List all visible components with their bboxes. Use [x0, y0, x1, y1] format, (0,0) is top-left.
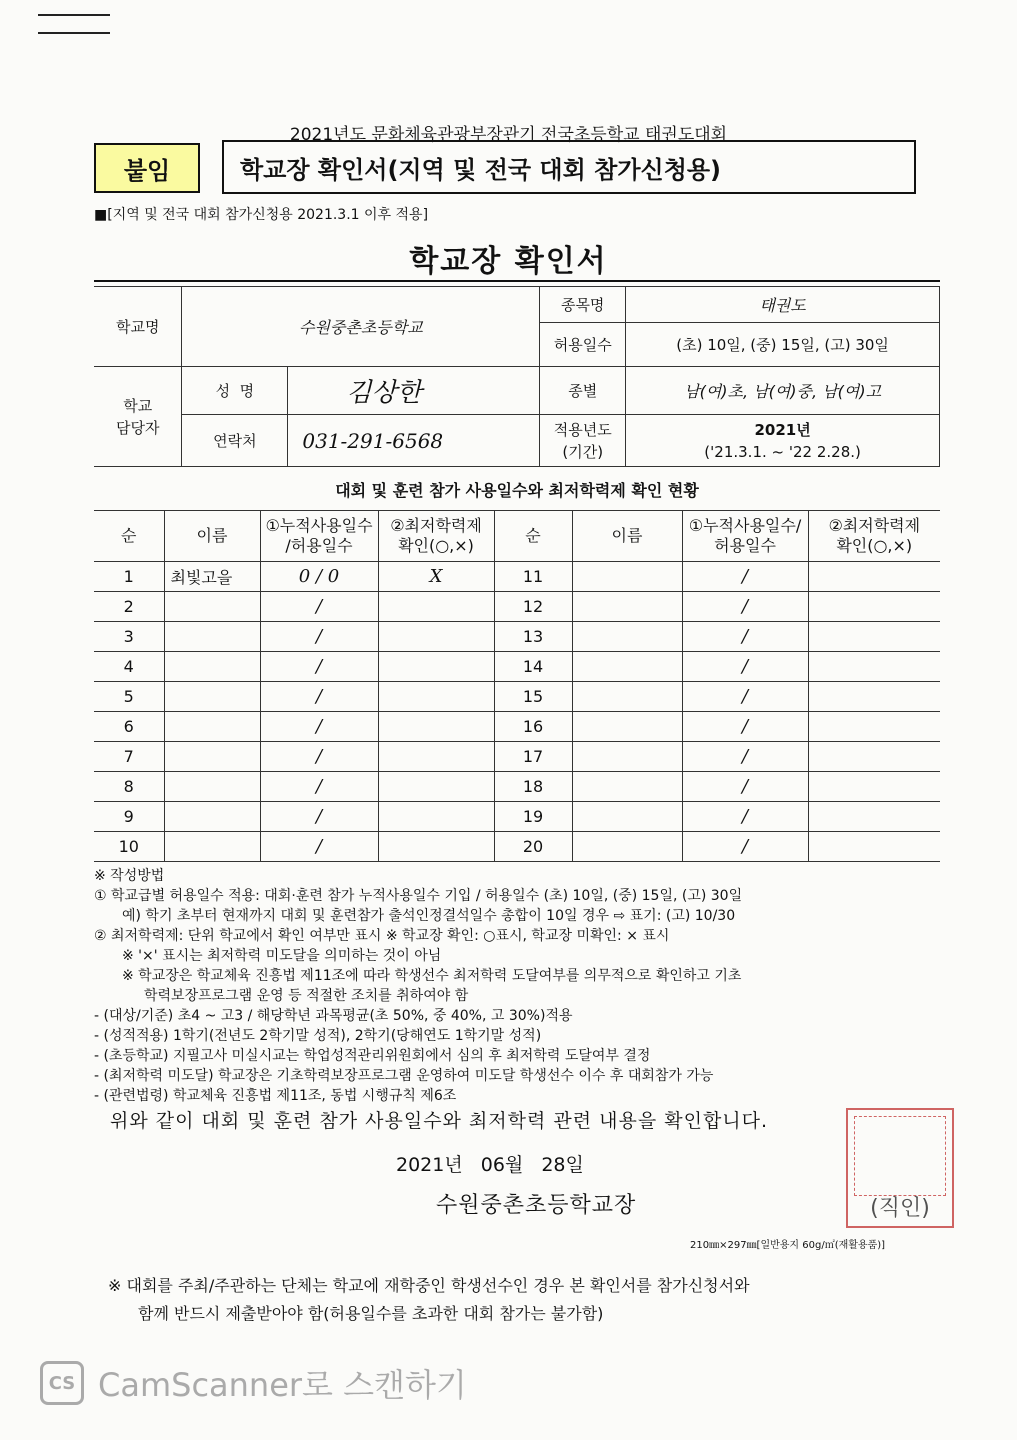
- student-name: [572, 772, 682, 802]
- student-name: [572, 832, 682, 862]
- grade-check: [808, 682, 940, 712]
- contact-label: 연락처: [182, 415, 288, 467]
- instruction-line: ① 학교급별 허용일수 적용: 대회·훈련 참가 누적사용일수 기입 / 허용일수 (초) 10일, (중) 15일, (고) 30일: [94, 888, 743, 904]
- days-value: /: [682, 622, 808, 652]
- days-value: /: [682, 592, 808, 622]
- row-number: 5: [94, 682, 164, 712]
- confirm-statement: 위와 같이 대회 및 훈련 참가 사용일수와 최저학력 관련 내용을 확인합니다.: [110, 1110, 769, 1132]
- grade-check: [808, 772, 940, 802]
- days-value: /: [260, 712, 378, 742]
- days-value: /: [682, 802, 808, 832]
- apply-year-cell: [626, 415, 940, 467]
- issue-date: [396, 1150, 584, 1177]
- student-name: [164, 652, 260, 682]
- days-value: /: [682, 742, 808, 772]
- row-number: 6: [94, 712, 164, 742]
- row-number: 4: [94, 652, 164, 682]
- table-row: [94, 742, 940, 772]
- manager-label: 학교 담당자: [94, 367, 182, 467]
- row-number: 3: [94, 622, 164, 652]
- grade-check: [378, 622, 494, 652]
- days-value: /: [682, 682, 808, 712]
- days-value: /: [682, 712, 808, 742]
- days-value: /: [682, 832, 808, 862]
- header-cell: 이름: [164, 511, 260, 562]
- seal-label: (직인): [870, 1196, 930, 1221]
- row-number: 2: [94, 592, 164, 622]
- apply-year-value: 2021년: [754, 420, 811, 439]
- instruction-line: - (최저학력 미도달) 학교장은 기초학력보장프로그램 운영하여 미도달 학생선수 이수 후 대회참가 가능: [94, 1068, 714, 1084]
- days-value: /: [260, 652, 378, 682]
- row-number: 13: [494, 622, 572, 652]
- grade-check: [378, 652, 494, 682]
- student-name: [164, 742, 260, 772]
- days-value: /: [260, 592, 378, 622]
- grade-check: [808, 562, 940, 592]
- row-number: 15: [494, 682, 572, 712]
- usage-table: [94, 510, 940, 862]
- table-row: [94, 802, 940, 832]
- days-value: /: [682, 562, 808, 592]
- grade-check: X: [378, 562, 494, 592]
- grade-check: [378, 832, 494, 862]
- row-number: 19: [494, 802, 572, 832]
- table-row: [94, 772, 940, 802]
- student-name: [572, 802, 682, 832]
- grade-check: [808, 712, 940, 742]
- watermark-text: CamScanner로 스캔하기: [98, 1366, 467, 1404]
- corner-mark: [38, 14, 110, 40]
- grade-check: [808, 622, 940, 652]
- camscanner-watermark: [40, 1360, 467, 1406]
- contact-value: 031-291-6568: [288, 415, 540, 467]
- header-cell: ①누적사용일수 /허용일수: [260, 511, 378, 562]
- date-day: 28일: [541, 1154, 584, 1176]
- grade-check: [378, 772, 494, 802]
- row-number: 18: [494, 772, 572, 802]
- grade-check: [378, 592, 494, 622]
- date-year: 2021년: [396, 1154, 463, 1176]
- instruction-line: 학력보장프로그램 운영 등 적절한 조치를 취하여야 함: [144, 988, 469, 1004]
- days-value: 0 / 0: [260, 562, 378, 592]
- school-name-label: 학교명: [94, 287, 182, 367]
- row-number: 17: [494, 742, 572, 772]
- event-title: 2021년도 문화체육관광부장관기 전국초등학교 태권도대회: [289, 125, 728, 145]
- student-name: [572, 592, 682, 622]
- attach-badge: 붙임: [94, 143, 200, 193]
- days-value: /: [260, 682, 378, 712]
- student-name: [572, 652, 682, 682]
- manager-name-value: 김상한: [288, 367, 540, 415]
- footer-note-line: 함께 반드시 제출받아야 함(허용일수를 초과한 대회 참가는 불가함): [138, 1304, 604, 1323]
- instruction-line: ※ '×' 표시는 최저학력 미도달을 의미하는 것이 아님: [122, 948, 442, 964]
- header-cell: 이름: [572, 511, 682, 562]
- apply-year-label: 적용년도 (기간): [540, 415, 626, 467]
- grade-check: [808, 742, 940, 772]
- row-number: 9: [94, 802, 164, 832]
- row-number: 11: [494, 562, 572, 592]
- grade-check: [378, 712, 494, 742]
- grade-check: [808, 802, 940, 832]
- top-divider: [94, 280, 940, 282]
- days-value: /: [260, 772, 378, 802]
- date-month: 06월: [480, 1154, 524, 1176]
- school-name-value: 수원중촌초등학교: [182, 287, 540, 367]
- row-number: 20: [494, 832, 572, 862]
- days-value: /: [260, 742, 378, 772]
- row-number: 16: [494, 712, 572, 742]
- table-row: [94, 592, 940, 622]
- table-row: [94, 622, 940, 652]
- school-info-table: [94, 286, 940, 467]
- category-value: 남(여)초, 남(여)중, 남(여)고: [626, 367, 940, 415]
- days-value: /: [682, 772, 808, 802]
- form-title: 학교장 확인서(지역 및 전국 대회 참가신청용): [222, 140, 916, 194]
- days-value: /: [260, 802, 378, 832]
- student-name: [164, 832, 260, 862]
- grade-check: [808, 652, 940, 682]
- table-row: [94, 712, 940, 742]
- header-cell: 순: [494, 511, 572, 562]
- student-name: [572, 682, 682, 712]
- row-number: 12: [494, 592, 572, 622]
- allowed-days-value: (초) 10일, (중) 15일, (고) 30일: [626, 323, 940, 367]
- header-cell: ②최저학력제 확인(○,×): [808, 511, 940, 562]
- instruction-line: - (초등학교) 지필고사 미실시교는 학업성적관리위원회에서 심의 후 최저학력 도달여부 결정: [94, 1048, 651, 1064]
- student-name: [164, 592, 260, 622]
- grade-check: [808, 832, 940, 862]
- table-row: [94, 562, 940, 592]
- student-name: 최빛고을: [164, 562, 260, 592]
- section-title: 대회 및 훈련 참가 사용일수와 최저학력제 확인 현황: [335, 481, 699, 500]
- student-name: [572, 742, 682, 772]
- days-value: /: [682, 652, 808, 682]
- row-number: 8: [94, 772, 164, 802]
- apply-period-value: ('21.3.1. ~ '22 2.28.): [704, 442, 861, 461]
- footer-note-line: ※ 대회를 주최/주관하는 단체는 학교에 재학중인 학생선수인 경우 본 확인서를 참가신청서와: [108, 1276, 750, 1295]
- camscanner-logo-icon: CS: [40, 1361, 84, 1405]
- student-name: [164, 622, 260, 652]
- paper-spec: 210㎜×297㎜[일반용지 60g/㎡(재활용품)]: [690, 1240, 886, 1251]
- manager-name-label: 성 명: [182, 367, 288, 415]
- instruction-line: ※ 학교장은 학교체육 진흥법 제11조에 따라 학생선수 최저학력 도달여부를 의무적으로 확인하고 기초: [122, 968, 742, 984]
- student-name: [572, 712, 682, 742]
- footer-note: [108, 1272, 928, 1328]
- instruction-line: ② 최저학력제: 단위 학교에서 확인 여부만 표시 ※ 학교장 확인: ○표시, 학교장 미확인: × 표시: [94, 928, 670, 944]
- row-number: 10: [94, 832, 164, 862]
- header-cell: ①누적사용일수/ 허용일수: [682, 511, 808, 562]
- grade-check: [378, 802, 494, 832]
- instruction-line: 예) 학기 초부터 현재까지 대회 및 훈련참가 출석인정결석일수 총합이 10일 경우 ⇨ 표기: (고) 10/30: [122, 908, 736, 924]
- student-name: [164, 682, 260, 712]
- sport-value: 태권도: [626, 287, 940, 323]
- table-row: [94, 832, 940, 862]
- days-value: /: [260, 832, 378, 862]
- instructions: [94, 866, 954, 1106]
- instruction-line: ※ 작성방법: [94, 868, 165, 884]
- official-seal: [846, 1108, 954, 1228]
- scope-note: ■[지역 및 전국 대회 참가신청용 2021.3.1 이후 적용]: [94, 207, 429, 223]
- row-number: 14: [494, 652, 572, 682]
- header-cell: 순: [94, 511, 164, 562]
- header-cell: ②최저학력제 확인(○,×): [378, 511, 494, 562]
- student-name: [164, 712, 260, 742]
- category-label: 종별: [540, 367, 626, 415]
- student-name: [572, 622, 682, 652]
- instruction-line: - (대상/기준) 초4 ~ 고3 / 해당학년 과목평균(초 50%, 중 40%, 고 30%)적용: [94, 1008, 573, 1024]
- document-heading: 학교장 확인서: [409, 244, 608, 279]
- student-name: [164, 802, 260, 832]
- instruction-line: - (관련법령) 학교체육 진흥법 제11조, 동법 시행규칙 제6조: [94, 1088, 457, 1104]
- allowed-days-label: 허용일수: [540, 323, 626, 367]
- instruction-line: - (성적적용) 1학기(전년도 2학기말 성적), 2학기(당해연도 1학기말 성적): [94, 1028, 542, 1044]
- student-name: [572, 562, 682, 592]
- table-row: [94, 682, 940, 712]
- row-number: 7: [94, 742, 164, 772]
- grade-check: [378, 682, 494, 712]
- grade-check: [808, 592, 940, 622]
- table-row: [94, 652, 940, 682]
- student-name: [164, 772, 260, 802]
- principal-name: 수원중촌초등학교장: [436, 1193, 637, 1218]
- grade-check: [378, 742, 494, 772]
- days-value: /: [260, 622, 378, 652]
- row-number: 1: [94, 562, 164, 592]
- sport-label: 종목명: [540, 287, 626, 323]
- table-header-row: [94, 511, 940, 562]
